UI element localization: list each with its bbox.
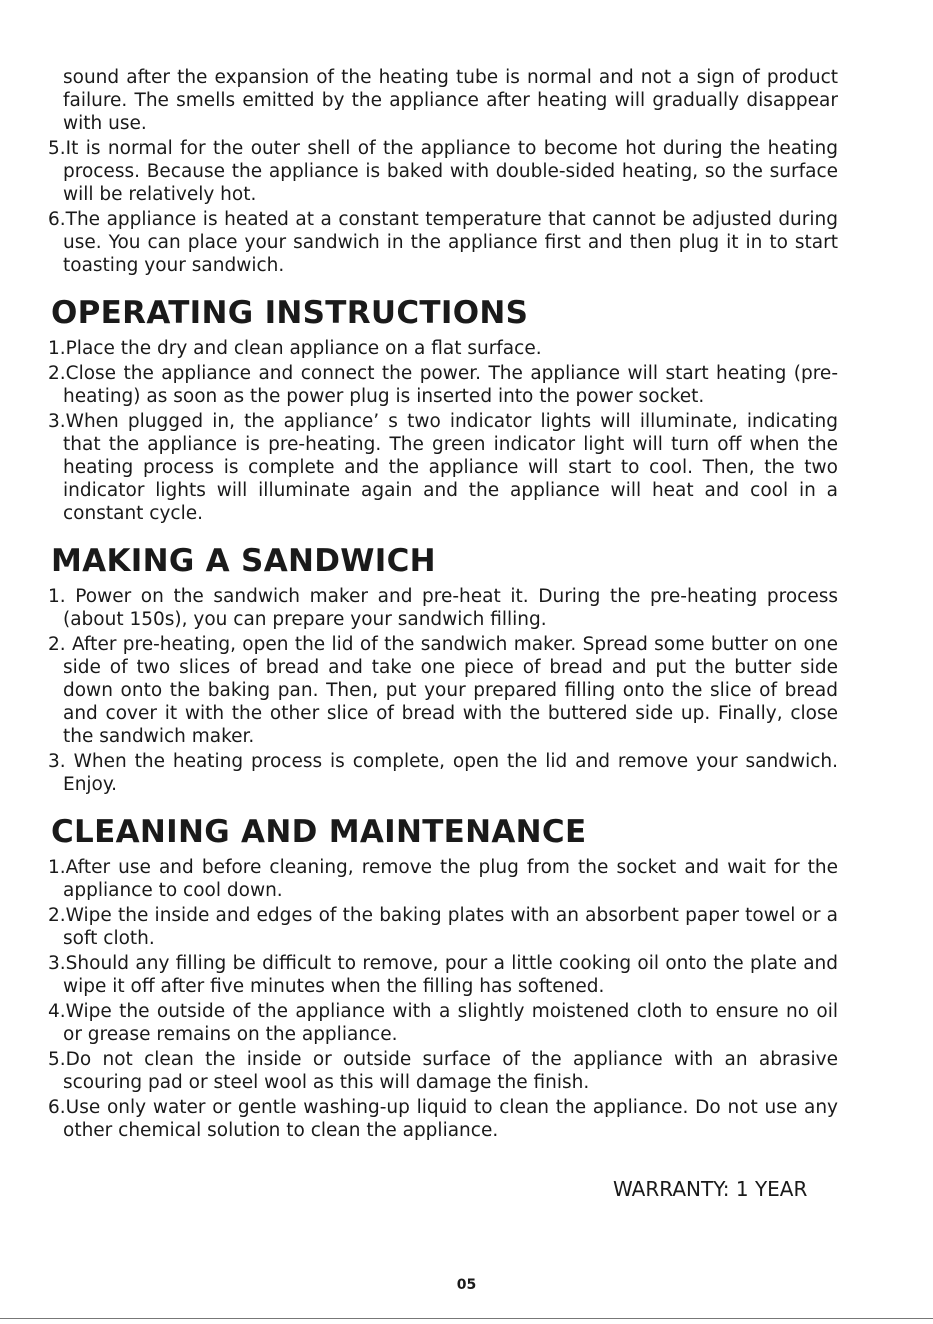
list-item — [48, 1048, 838, 1094]
item-number: 5. — [48, 1049, 66, 1070]
operating-list — [48, 337, 838, 525]
item-number: 1. — [48, 857, 66, 878]
list-item — [48, 66, 838, 135]
item-number: 3. — [48, 953, 66, 974]
item-text: After pre-heating, open the lid of the sandwich maker. Spread some butter on one side of two slices of bread and take one piece of bread and put the butter side down onto the baking pan. Then, put your prepared filling onto the slice of bread and cover it with the other slice of bread with the buttered side up. Finally, close the sandwich maker. — [63, 634, 838, 747]
item-text: Place the dry and clean appliance on a flat surface. — [65, 338, 542, 359]
item-number: 3. — [48, 411, 66, 432]
item-number: 2. — [48, 634, 72, 655]
section-heading-sandwich: MAKING A SANDWICH — [51, 543, 436, 579]
item-text: Should any filling be difficult to remove, pour a little cooking oil onto the plate and wipe it off after five minutes when the filling has softened. — [63, 953, 838, 997]
list-item — [48, 952, 838, 998]
item-text: Power on the sandwich maker and pre-heat it. During the pre-heating process (about 150s), you can prepare your sandwich filling. — [63, 586, 838, 630]
item-text: It is normal for the outer shell of the appliance to become hot during the heating process. Because the appliance is baked with double-sided heating, so the surface will be relatively hot. — [63, 138, 838, 205]
item-text: Close the appliance and connect the power. The appliance will start heating (pre-heating) as soon as the power plug is inserted into the power socket. — [63, 363, 838, 407]
list-item — [48, 1000, 838, 1046]
item-number: 1. — [48, 338, 66, 359]
list-item — [48, 856, 838, 902]
list-item — [48, 362, 838, 408]
list-item — [48, 337, 838, 360]
page-number: 05 — [456, 1277, 477, 1293]
item-number: 6. — [48, 209, 66, 230]
list-item — [48, 750, 838, 796]
list-item — [48, 1096, 838, 1142]
item-text: After use and before cleaning, remove the plug from the socket and wait for the appliance to cool down. — [63, 857, 838, 901]
item-number: 3. — [48, 751, 74, 772]
item-text: When plugged in, the appliance’ s two indicator lights will illuminate, indicating that the appliance is pre-heating. The green indicator light will turn off when the heating process is complete and the appliance will start to cool. Then, the two indicator lights will illuminate again and the appliance will heat and cool in a constant cycle. — [63, 411, 838, 524]
bottom-divider — [0, 1318, 933, 1319]
item-number: 4. — [48, 1001, 66, 1022]
item-text: Wipe the outside of the appliance with a slightly moistened cloth to ensure no oil or grease remains on the appliance. — [63, 1001, 838, 1045]
item-number: 2. — [48, 905, 66, 926]
cleaning-list — [48, 856, 838, 1142]
list-item — [48, 585, 838, 631]
item-text: Do not clean the inside or outside surface of the appliance with an abrasive scouring pad or steel wool as this will damage the finish. — [63, 1049, 838, 1093]
intro-list — [48, 66, 838, 277]
item-text: Use only water or gentle washing-up liquid to clean the appliance. Do not use any other chemical solution to clean the appliance. — [63, 1097, 838, 1141]
list-item — [48, 633, 838, 748]
list-item — [48, 208, 838, 277]
item-number: 6. — [48, 1097, 66, 1118]
item-number: 1. — [48, 586, 76, 607]
item-text: sound after the expansion of the heating tube is normal and not a sign of product failure. The smells emitted by the appliance after heating will gradually disappear with use. — [63, 67, 838, 134]
item-text: When the heating process is complete, open the lid and remove your sandwich. Enjoy. — [63, 751, 838, 795]
section-heading-cleaning: CLEANING AND MAINTENANCE — [51, 814, 587, 850]
item-text: Wipe the inside and edges of the baking plates with an absorbent paper towel or a soft cloth. — [63, 905, 838, 949]
warranty-note: WARRANTY: 1 YEAR — [613, 1177, 808, 1201]
item-number: 2. — [48, 363, 66, 384]
item-text: The appliance is heated at a constant temperature that cannot be adjusted during use. You can place your sandwich in the appliance first and then plug it in to start toasting your sandwich. — [63, 209, 838, 276]
item-number: 5. — [48, 138, 66, 159]
list-item — [48, 410, 838, 525]
page-content — [48, 66, 838, 1144]
section-heading-operating: OPERATING INSTRUCTIONS — [51, 295, 529, 331]
sandwich-list — [48, 585, 838, 796]
list-item — [48, 904, 838, 950]
list-item — [48, 137, 838, 206]
